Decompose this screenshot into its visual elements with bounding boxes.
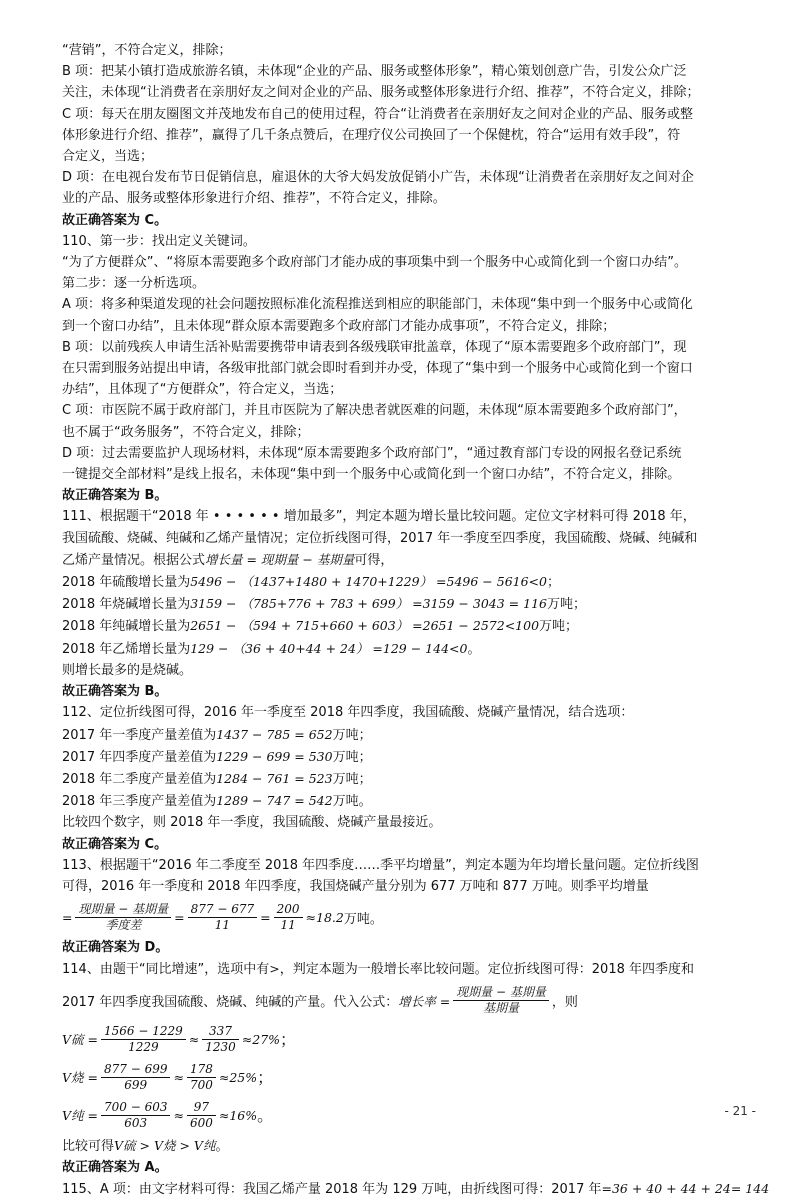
text-line: 到一个窗口办结”，且未体现“群众原本需要跑多个政府部门才能办成事项”，不符合定义，排除；	[62, 318, 616, 334]
text-span: 2017 年四季度产量差值为	[62, 749, 217, 765]
text-line: 关注，未体现“让消费者在亲朋好友之间对企业的产品、服务或整体形象进行介绍、推荐”，不符合定义，排除；	[62, 85, 700, 101]
q113-solution	[62, 855, 752, 959]
q109-continuation	[62, 40, 752, 231]
text-line: 办结”，且体现了“方便群众”，符合定义，当选；	[62, 382, 343, 398]
question-head: 112、定位折线图可得，2016 年一季度至 2018 年四季度，我国硫酸、烧碱产量情况，结合选项：	[62, 705, 634, 721]
denominator: 1229	[128, 1040, 159, 1055]
numerator: 97	[187, 1100, 216, 1116]
fraction	[101, 1100, 171, 1131]
text-span: 万吨；	[332, 727, 372, 743]
approx-value: ≈25%	[218, 1069, 258, 1085]
numerator: 700 − 603	[101, 1100, 171, 1116]
denominator: 1230	[205, 1040, 236, 1055]
formula-lhs: V硫 =	[62, 1031, 98, 1047]
q111-solution	[62, 506, 752, 702]
formula: 5496 − （1437+1480 + 1470+1229） =5496 − 5616<0	[190, 574, 547, 590]
answer-line: 故正确答案为 C。	[62, 212, 168, 228]
text-line: B 项：把某小镇打造成旅游名镇，未体现“企业的产品、服务或整体形象”，精心策划创意广告，引发公众广泛	[62, 64, 687, 80]
text-span: 万吨；	[332, 771, 372, 787]
denominator: 基期量	[483, 1001, 520, 1016]
formula: 增长量 = 现期量 − 基期量	[205, 551, 355, 567]
text-line: A 项：将多种渠道发现的社会问题按照标准化流程推送到相应的职能部门，未体现“集中到一个服务中心或简化	[62, 297, 693, 313]
q115-solution	[62, 1178, 770, 1200]
text-span: 2018 年硫酸增长量为	[62, 575, 191, 591]
calc-line	[62, 724, 752, 746]
calc-line-caustic-soda	[62, 593, 752, 615]
answer-line: 故正确答案为 C。	[62, 836, 168, 852]
denominator: 600	[189, 1116, 213, 1131]
text-line: 第二步：逐一分析选项。	[62, 276, 206, 292]
formula: 1289 − 747 = 542	[216, 793, 333, 809]
text-line: 合定义，当选；	[62, 149, 154, 165]
numerator: 877 − 677	[188, 902, 258, 918]
denominator: 700	[189, 1078, 213, 1093]
text-span: ，判定本题为一般增长率比较问题。定位折线图可得：2018 年四季度和	[279, 962, 694, 978]
formula-lhs: V纯 =	[62, 1107, 98, 1123]
fraction	[75, 902, 171, 933]
question-head	[62, 1178, 770, 1200]
text-line: C 项：每天在朋友圈图文并茂地发布自己的使用过程，符合“让消费者在亲朋好友之间对企业的产品、服务或整	[62, 106, 693, 122]
text-span: ，则	[551, 995, 578, 1011]
denominator: 603	[124, 1116, 148, 1131]
text-line: 一键提交全部材料”是线上报名，未体现“集中到一个服务中心或简化到一个窗口办结”，不符合定义，排除。	[62, 467, 681, 483]
text-span: 万吨；	[546, 597, 586, 613]
text-span: 114、由题干“同比增速”，选项中有	[62, 962, 270, 978]
text-span: 比较可得	[62, 1138, 115, 1154]
calc-line-sulfuric	[62, 571, 752, 593]
q112-solution	[62, 702, 752, 854]
question-head	[62, 958, 752, 980]
text-span: 2018 年乙烯增长量为	[62, 641, 191, 657]
fraction	[101, 1062, 171, 1093]
text-span: ；	[280, 1029, 297, 1049]
fraction	[187, 1100, 216, 1131]
formula: 129 − （36 + 40+44 + 24） =129 − 144<0	[190, 640, 468, 656]
formula: V硫 > V烧 > V纯	[114, 1137, 216, 1153]
text-span: 115、A 项：由文字材料可得：我国乙烯产量 2018 年为 129 万吨，由折线图可得：2017 年	[62, 1181, 602, 1197]
answer-line: 故正确答案为 B。	[62, 488, 168, 504]
text-span: 可得，	[354, 552, 394, 568]
equals-sign: =	[174, 909, 185, 925]
answer-line: 故正确答案为 D。	[62, 940, 169, 956]
numerator: 337	[202, 1024, 239, 1040]
formula: 3159 − （785+776 + 783 + 699） =3159 − 3043 = 116	[190, 596, 547, 612]
symbol: >	[269, 961, 280, 977]
q114-solution	[62, 958, 752, 1178]
formula-lhs: V烧 =	[62, 1069, 98, 1085]
q110-solution	[62, 231, 752, 507]
denominator: 季度差	[105, 917, 142, 932]
numerator: 877 − 699	[101, 1062, 171, 1078]
calc-line	[62, 746, 752, 768]
text-line	[62, 549, 752, 571]
text-span: 2017 年一季度产量差值为	[62, 727, 217, 743]
text-line: 我国硫酸、烧碱、纯碱和乙烯产量情况；定位折线图可得，2017 年一季度至四季度，我国硫酸、烧碱、纯碱和	[62, 530, 698, 546]
text-span: 。	[215, 1138, 229, 1154]
question-head: 110、第一步：找出定义关键词。	[62, 233, 256, 249]
fraction	[453, 985, 549, 1016]
formula: 1229 − 699 = 530	[216, 748, 333, 764]
fraction	[274, 902, 303, 933]
numerator: 200	[274, 902, 303, 918]
rate-line-sulfuric: V硫 = $\frac{1566 - 1229}{1229}$ ≈ $\frac{337}{1230}$ ≈27% ；	[62, 1021, 752, 1059]
rate-line-caustic-soda: V烧 = $\frac{877 - 699}{699}$ ≈ $\frac{178}{700}$ ≈25% ；	[62, 1059, 752, 1097]
text-span: 万吨；	[539, 619, 579, 635]
text-span: 万吨；	[332, 749, 372, 765]
text-line: 可得，2016 年一季度和 2018 年四季度，我国烧碱产量分别为 677 万吨和 877 万吨。则季平均增量	[62, 878, 649, 894]
text-span: 2018 年纯碱增长量为	[62, 619, 191, 635]
text-span: 2018 年三季度产量差值为	[62, 794, 217, 810]
text-line: 体形象进行介绍、推荐”，赢得了几千条点赞后，在理疗仪公司换回了一个保健枕，符合“运用有效手段”，符	[62, 127, 681, 143]
text-span: ；	[257, 1067, 274, 1087]
calc-line	[62, 790, 752, 812]
text-line: D 项：在电视台发布节日促销信息，雇退休的大爷大妈发放促销小广告，未体现“让消费者在亲朋好友之间对企	[62, 170, 694, 186]
approx-value: ≈18.2	[305, 909, 344, 925]
text-line: “营销”，不符合定义，排除；	[62, 43, 232, 58]
text-line: 在只需到服务站提出申请，各级审批部门就会即时看到并办受，体现了“集中到一个服务中心或简化到一个窗口	[62, 361, 693, 377]
formula: 2651 − （594 + 715+660 + 603） =2651 − 2572<100	[190, 618, 540, 634]
unit-text: 万吨。	[343, 911, 383, 927]
question-head: 113、根据题干“2016 年二季度至 2018 年四季度……季平均增量”，判定本题为年均增长量问题。定位折线图	[62, 857, 699, 873]
denominator: 699	[124, 1078, 148, 1093]
equals-sign: =	[260, 909, 271, 925]
text-span: 。	[467, 641, 481, 657]
answer-line: 故正确答案为 B。	[62, 684, 168, 700]
text-line: B 项：以前残疾人申请生活补贴需要携带申请表到各级残联审批盖章，体现了“原本需要跑多个政府部门”，现	[62, 339, 687, 355]
formula: 1437 − 785 = 652	[216, 726, 333, 742]
text-span: ；	[546, 575, 560, 591]
calc-line-ethylene	[62, 638, 752, 660]
fraction	[101, 1024, 186, 1055]
numerator: 1566 − 1229	[101, 1024, 186, 1040]
text-span: 2018 年烧碱增长量为	[62, 597, 191, 613]
text-span: 乙烯产量情况。根据公式	[62, 552, 206, 568]
denominator: 11	[280, 917, 296, 932]
numerator: 现期量 − 基期量	[453, 985, 549, 1001]
formula: =36 + 40 + 44 + 24= 144	[601, 1180, 770, 1196]
equals-sign: =	[62, 909, 73, 925]
compare-line	[62, 1135, 752, 1157]
text-span: 2017 年四季度我国硫酸、烧碱、纯碱的产量。代入公式：	[62, 995, 399, 1011]
page-number: - 21 -	[724, 1104, 756, 1118]
formula-line	[62, 981, 752, 1021]
approx-value: ≈16%	[218, 1107, 258, 1123]
text-span: 万吨。	[332, 794, 372, 810]
numerator: 现期量 − 基期量	[75, 902, 171, 918]
formula-lhs: 增长率 =	[398, 993, 451, 1009]
fraction	[202, 1024, 239, 1055]
text-line: “为了方便群众”、“将原本需要跑多个政府部门才能办成的事项集中到一个服务中心或简化到一个窗口办结”。	[62, 255, 687, 271]
text-line: D 项：过去需要监护人现场材料，未体现“原本需要跑多个政府部门”，“通过教育部门专设的网报名登记系统	[62, 445, 682, 461]
answer-line: 故正确答案为 A。	[62, 1159, 168, 1175]
text-line: 也不属于“政务服务”，不符合定义，排除；	[62, 424, 310, 440]
formula: 1284 − 761 = 523	[216, 770, 333, 786]
calc-line-soda-ash	[62, 615, 752, 637]
rate-line-soda-ash: V纯 = $\frac{700 - 603}{603}$ ≈ $\frac{97}{600}$ ≈16% 。	[62, 1097, 752, 1135]
text-line: 业的产品、服务或整体形象进行介绍、推荐”，不符合定义，排除。	[62, 191, 446, 207]
denominator: 11	[214, 917, 231, 932]
text-line: 比较四个数字，则 2018 年一季度，我国硫酸、烧碱产量最接近。	[62, 815, 442, 831]
text-line: C 项：市医院不属于政府部门，并且市医院为了解决患者就医难的问题，未体现“原本需要跑多个政府部门”，	[62, 403, 687, 419]
fraction	[187, 1062, 216, 1093]
text-line: 则增长最多的是烧碱。	[62, 662, 193, 678]
text-span: 。	[257, 1105, 274, 1125]
question-head: 111、根据题干“2018 年 • • • • • • 增加最多”，判定本题为增长量比较问题。定位文字材料可得 2018 年，	[62, 509, 696, 525]
fraction	[188, 902, 258, 933]
numerator: 178	[187, 1062, 216, 1078]
text-span: 2018 年二季度产量差值为	[62, 771, 217, 787]
approx-value: ≈27%	[241, 1031, 281, 1047]
calc-line	[62, 768, 752, 790]
formula-line	[62, 897, 752, 937]
